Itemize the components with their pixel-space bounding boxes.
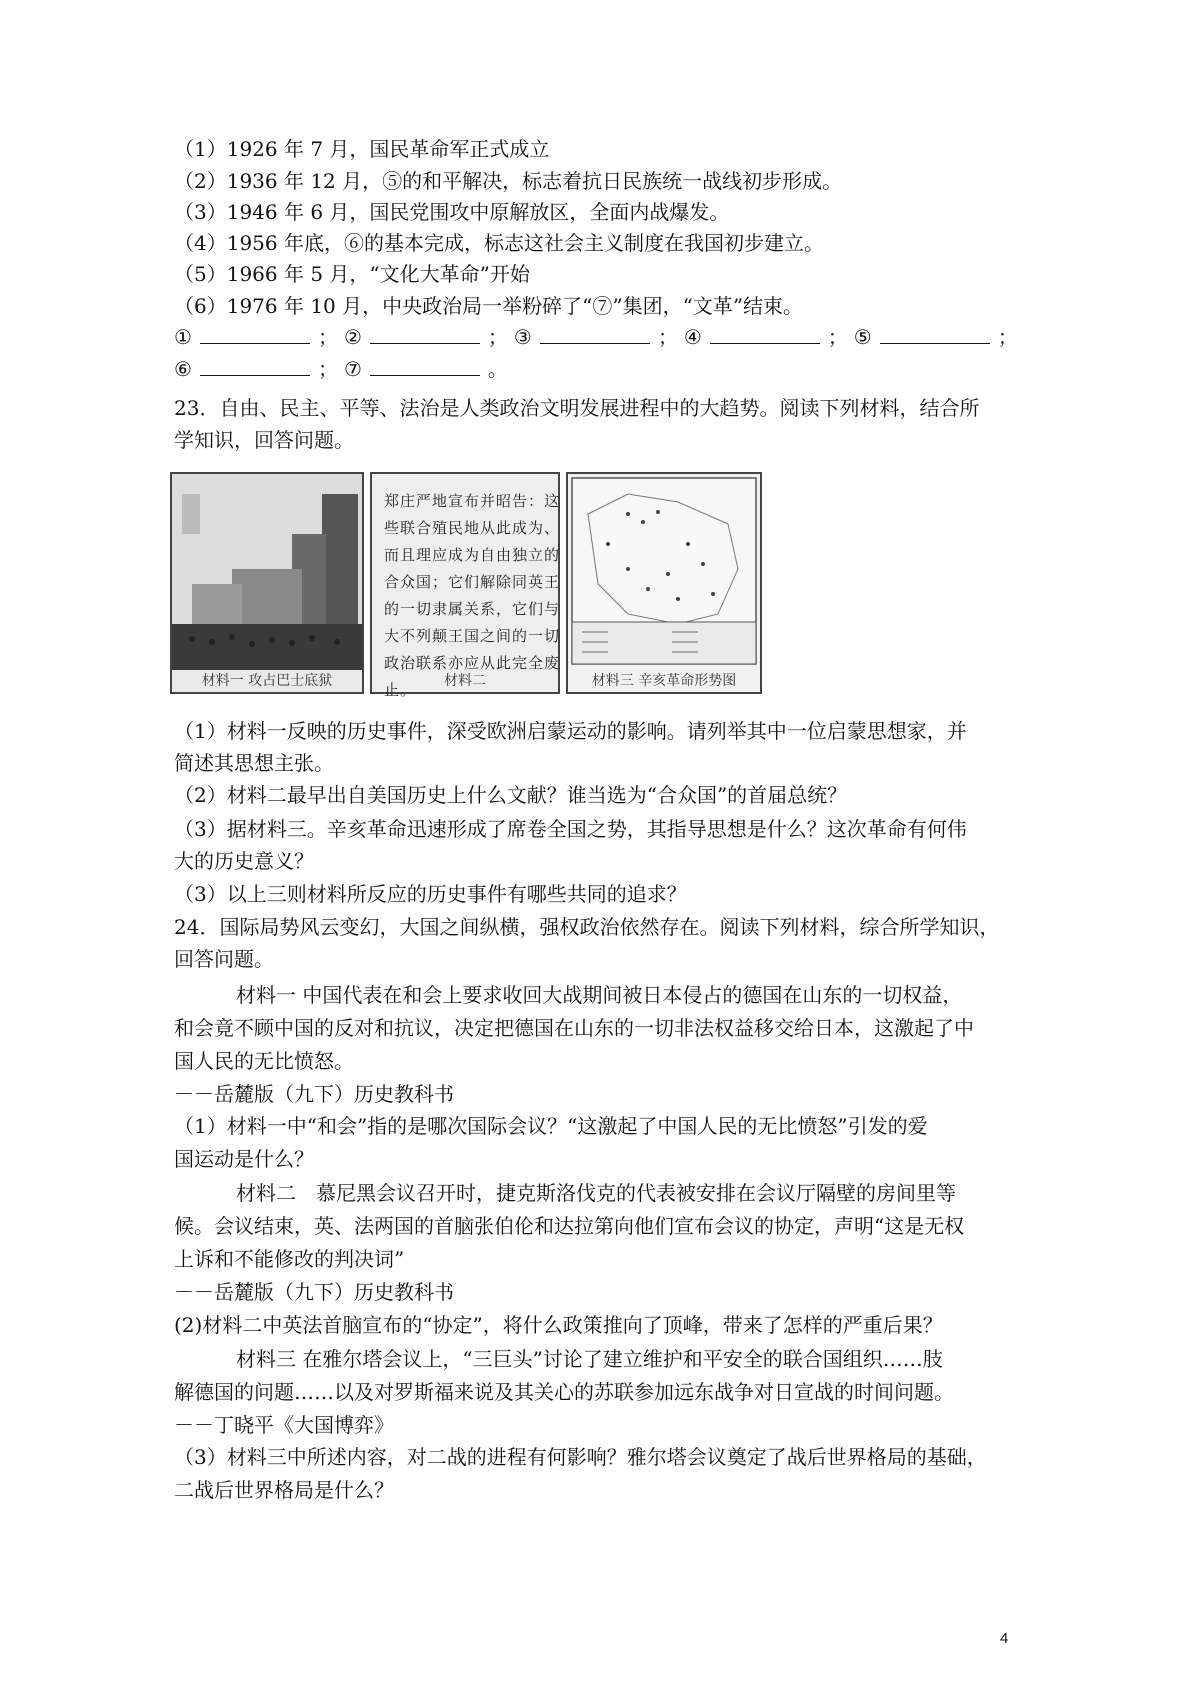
blank-label-5: ⑤: [853, 325, 872, 349]
q24-material-1-line-1: 材料一 中国代表在和会上要求收回大战期间被日本侵占的德国在山东的一切权益，: [236, 983, 963, 1007]
q24-sub1-line-2: 国运动是什么？: [174, 1147, 314, 1171]
blank-label-3: ③: [513, 325, 532, 349]
q23-sub3-line-2: 大的历史意义？: [174, 849, 314, 873]
q23-intro-line-2: 学知识，回答问题。: [174, 428, 354, 452]
q22-item-6: （6）1976 年 10 月，中央政治局一举粉碎了“⑦”集团，“文革”结束。: [174, 294, 804, 318]
q24-material-2-line-2: 候。会议结束，英、法两国的首脑张伯伦和达拉第向他们宣布会议的协定，声明“这是无权: [174, 1214, 965, 1238]
answer-blank-3[interactable]: [540, 325, 650, 344]
q24-material-2-line-1: 材料二 慕尼黑会议召开时，捷克斯洛伐克的代表被安排在会议厅隔壁的房间里等: [236, 1181, 956, 1205]
answer-blank-4[interactable]: [710, 325, 820, 344]
answer-blank-5[interactable]: [880, 325, 990, 344]
answer-blank-7[interactable]: [370, 357, 480, 376]
q24-material-3-line-1: 材料三 在雅尔塔会议上，“三巨头”讨论了建立维护和平安全的联合国组织……肢: [236, 1347, 943, 1371]
q23-sub1-line-2: 简述其思想主张。: [174, 751, 334, 775]
q23-sub4: （3）以上三则材料所反应的历史事件有哪些共同的追求？: [174, 882, 687, 906]
answer-blanks-row-2: ⑥ ； ⑦ 。: [174, 357, 508, 381]
answer-blanks-row-1: ① ； ② ； ③ ； ④ ； ⑤ ；: [174, 325, 1018, 349]
q23-sub1-line-1: （1）材料一反映的历史事件，深受欧洲启蒙运动的影响。请列举其中一位启蒙思想家，并: [174, 719, 967, 743]
blank-label-6: ⑥: [174, 357, 192, 381]
material-2-caption: 材料二: [444, 673, 486, 689]
q24-material-3-line-2: 解德国的问题……以及对罗斯福来说及其关心的苏联参加远东战争对日宣战的时间问题。: [174, 1380, 954, 1404]
q22-item-1: （1）1926 年 7 月，国民革命军正式成立: [174, 137, 550, 161]
q24-material-1-line-2: 和会竟不顾中国的反对和抗议，决定把德国在山东的一切非法权益移交给日本，这激起了中: [174, 1016, 974, 1040]
materials-figure: [170, 466, 838, 698]
q24-sub1-line-1: （1）材料一中“和会”指的是哪次国际会议？“这激起了中国人民的无比愤怒”引发的爱: [174, 1114, 928, 1138]
blank-label-1: ①: [174, 325, 192, 349]
q22-item-3: （3）1946 年 6 月，国民党围攻中原解放区，全面内战爆发。: [174, 200, 730, 224]
q24-material-2-source: －－岳麓版（九下）历史教科书: [174, 1280, 454, 1304]
blank-label-4: ④: [683, 325, 702, 349]
material-1-image: [170, 472, 364, 694]
q22-item-4: （4）1956 年底，⑥的基本完成，标志这社会主义制度在我国初步建立。: [174, 231, 824, 255]
material-3-image: [566, 472, 762, 694]
blank-label-7: ⑦: [343, 357, 362, 381]
material-2-image: [370, 472, 561, 699]
material-1-caption: 材料一 攻占巴士底狱: [201, 673, 333, 689]
q24-material-3-source: －－丁晓平《大国博弈》: [174, 1413, 394, 1437]
declaration-excerpt: 郑庄严地宣布并昭告：这些联合殖民地从此成为、而且理应成为自由独立的合众国；它们解除同英王的一切隶属关系，它们与大不列颠王国之间的一切政治联系亦应从此完全废止。: [384, 492, 561, 699]
q24-material-1-source: －－岳麓版（九下）历史教科书: [174, 1082, 454, 1106]
q22-item-2: （2）1936 年 12 月，⑤的和平解决，标志着抗日民族统一战线初步形成。: [174, 169, 843, 193]
xinhai-revolution-map: [568, 474, 760, 670]
q22-item-5: （5）1966 年 5 月，“文化大革命”开始: [174, 262, 530, 286]
answer-blank-6[interactable]: [200, 357, 310, 376]
q24-material-1-line-3: 国人民的无比愤怒。: [174, 1049, 354, 1073]
q24-intro-line-1: 24．国际局势风云变幻，大国之间纵横，强权政治依然存在。阅读下列材料，综合所学知识，: [174, 915, 1000, 939]
q23-sub3-line-1: （3）据材料三。辛亥革命迅速形成了席卷全国之势，其指导思想是什么？这次革命有何伟: [174, 817, 967, 841]
page-number: 4: [1000, 1630, 1009, 1647]
material-3-caption: 材料三 辛亥革命形势图: [591, 673, 737, 689]
q23-intro-line-1: 23．自由、民主、平等、法治是人类政治文明发展进程中的大趋势。阅读下列材料，结合所: [174, 396, 980, 420]
q24-sub3-line-2: 二战后世界格局是什么？: [174, 1478, 394, 1502]
q24-intro-line-2: 回答问题。: [174, 947, 274, 971]
q24-sub3-line-1: （3）材料三中所述内容，对二战的进程有何影响？雅尔塔会议奠定了战后世界格局的基础，: [174, 1445, 987, 1469]
answer-blank-1[interactable]: [200, 325, 310, 344]
bastille-illustration: [172, 474, 362, 670]
blank-label-2: ②: [343, 325, 362, 349]
answer-blank-2[interactable]: [370, 325, 480, 344]
q24-sub2: (2)材料二中英法首脑宣布的“协定”，将什么政策推向了顶峰，带来了怎样的严重后果？: [174, 1313, 943, 1337]
q23-sub2: （2）材料二最早出自美国历史上什么文献？谁当选为“合众国”的首届总统？: [174, 783, 848, 807]
q24-material-2-line-3: 上诉和不能修改的判决词”: [174, 1247, 405, 1271]
